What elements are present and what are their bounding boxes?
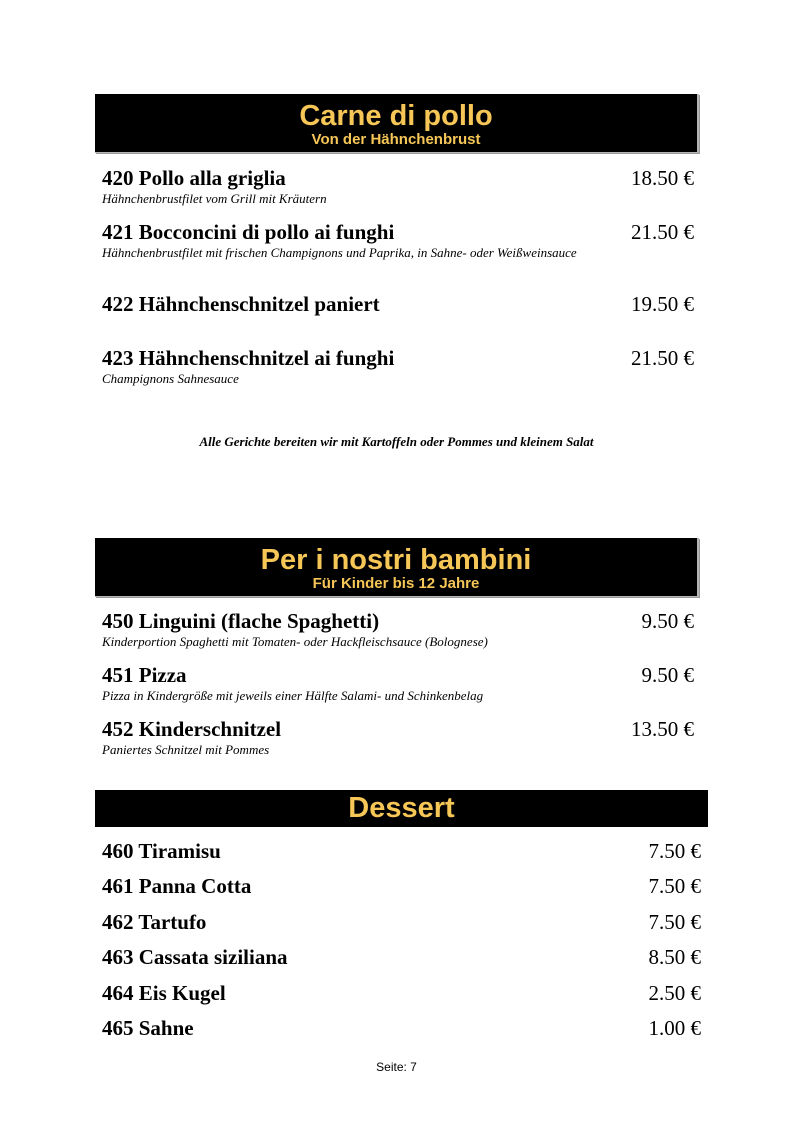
menu-item-465 (102, 1016, 701, 1040)
menu-item-451 (102, 663, 694, 704)
menu-item-452 (102, 717, 694, 758)
item-price: 9.50 € (641, 609, 694, 633)
item-price: 7.50 € (648, 910, 701, 934)
item-name: 422 Hähnchenschnitzel paniert (102, 292, 380, 316)
menu-item-423 (102, 346, 694, 387)
item-price: 8.50 € (648, 945, 701, 969)
menu-item-461 (102, 874, 701, 898)
menu-item-462 (102, 910, 701, 934)
item-name: 421 Bocconcini di pollo ai funghi (102, 220, 395, 244)
item-description: Pizza in Kindergröße mit jeweils einer Hälfte Salami- und Schinkenbelag (102, 688, 484, 703)
item-description: Hähnchenbrustfilet mit frischen Champignons und Paprika, in Sahne- oder Weißweinsauce (102, 245, 577, 260)
item-price: 21.50 € (631, 220, 694, 244)
item-description: Paniertes Schnitzel mit Pommes (102, 742, 270, 757)
item-name: 461 Panna Cotta (102, 874, 252, 898)
section-banner-pollo (95, 94, 699, 153)
item-name: 463 Cassata siziliana (102, 945, 288, 969)
menu-item-464 (102, 981, 701, 1005)
item-description: Champignons Sahnesauce (102, 371, 239, 386)
item-price: 13.50 € (631, 717, 694, 741)
item-name: 423 Hähnchenschnitzel ai funghi (102, 346, 395, 370)
item-price: 2.50 € (648, 981, 701, 1005)
item-description: Kinderportion Spaghetti mit Tomaten- oder Hackfleischsauce (Bolognese) (102, 634, 488, 649)
menu-item-463 (102, 945, 701, 969)
page-number: Seite: 7 (376, 1060, 417, 1074)
item-name: 460 Tiramisu (102, 839, 221, 863)
menu-item-450 (102, 609, 694, 650)
item-name: 465 Sahne (102, 1016, 194, 1040)
section-note: Alle Gerichte bereiten wir mit Kartoffeln oder Pommes und kleinem Salat (199, 434, 594, 449)
item-name: 464 Eis Kugel (102, 981, 226, 1005)
section-title: Per i nostri bambini (260, 544, 532, 576)
item-name: 451 Pizza (102, 663, 187, 687)
item-name: 452 Kinderschnitzel (102, 717, 282, 741)
item-price: 21.50 € (631, 346, 694, 370)
item-price: 19.50 € (631, 292, 694, 316)
item-price: 7.50 € (648, 874, 701, 898)
item-price: 18.50 € (631, 166, 694, 190)
section-subtitle: Von der Hähnchenbrust (311, 131, 481, 148)
item-name: 420 Pollo alla griglia (102, 166, 286, 190)
section-title: Dessert (348, 792, 455, 824)
item-description: Hähnchenbrustfilet vom Grill mit Kräutern (102, 191, 327, 206)
section-banner-kinder (95, 538, 699, 597)
menu-item-421 (102, 220, 694, 261)
section-title: Carne di pollo (299, 100, 493, 132)
item-name: 462 Tartufo (102, 910, 207, 934)
item-price: 7.50 € (648, 839, 701, 863)
item-price: 9.50 € (641, 663, 694, 687)
section-banner-dessert (95, 790, 708, 827)
item-price: 1.00 € (648, 1016, 701, 1040)
menu-item-420 (102, 166, 694, 207)
menu-item-422 (102, 292, 694, 316)
section-subtitle: Für Kinder bis 12 Jahre (312, 575, 480, 592)
menu-item-460 (102, 839, 701, 863)
item-name: 450 Linguini (flache Spaghetti) (102, 609, 380, 633)
